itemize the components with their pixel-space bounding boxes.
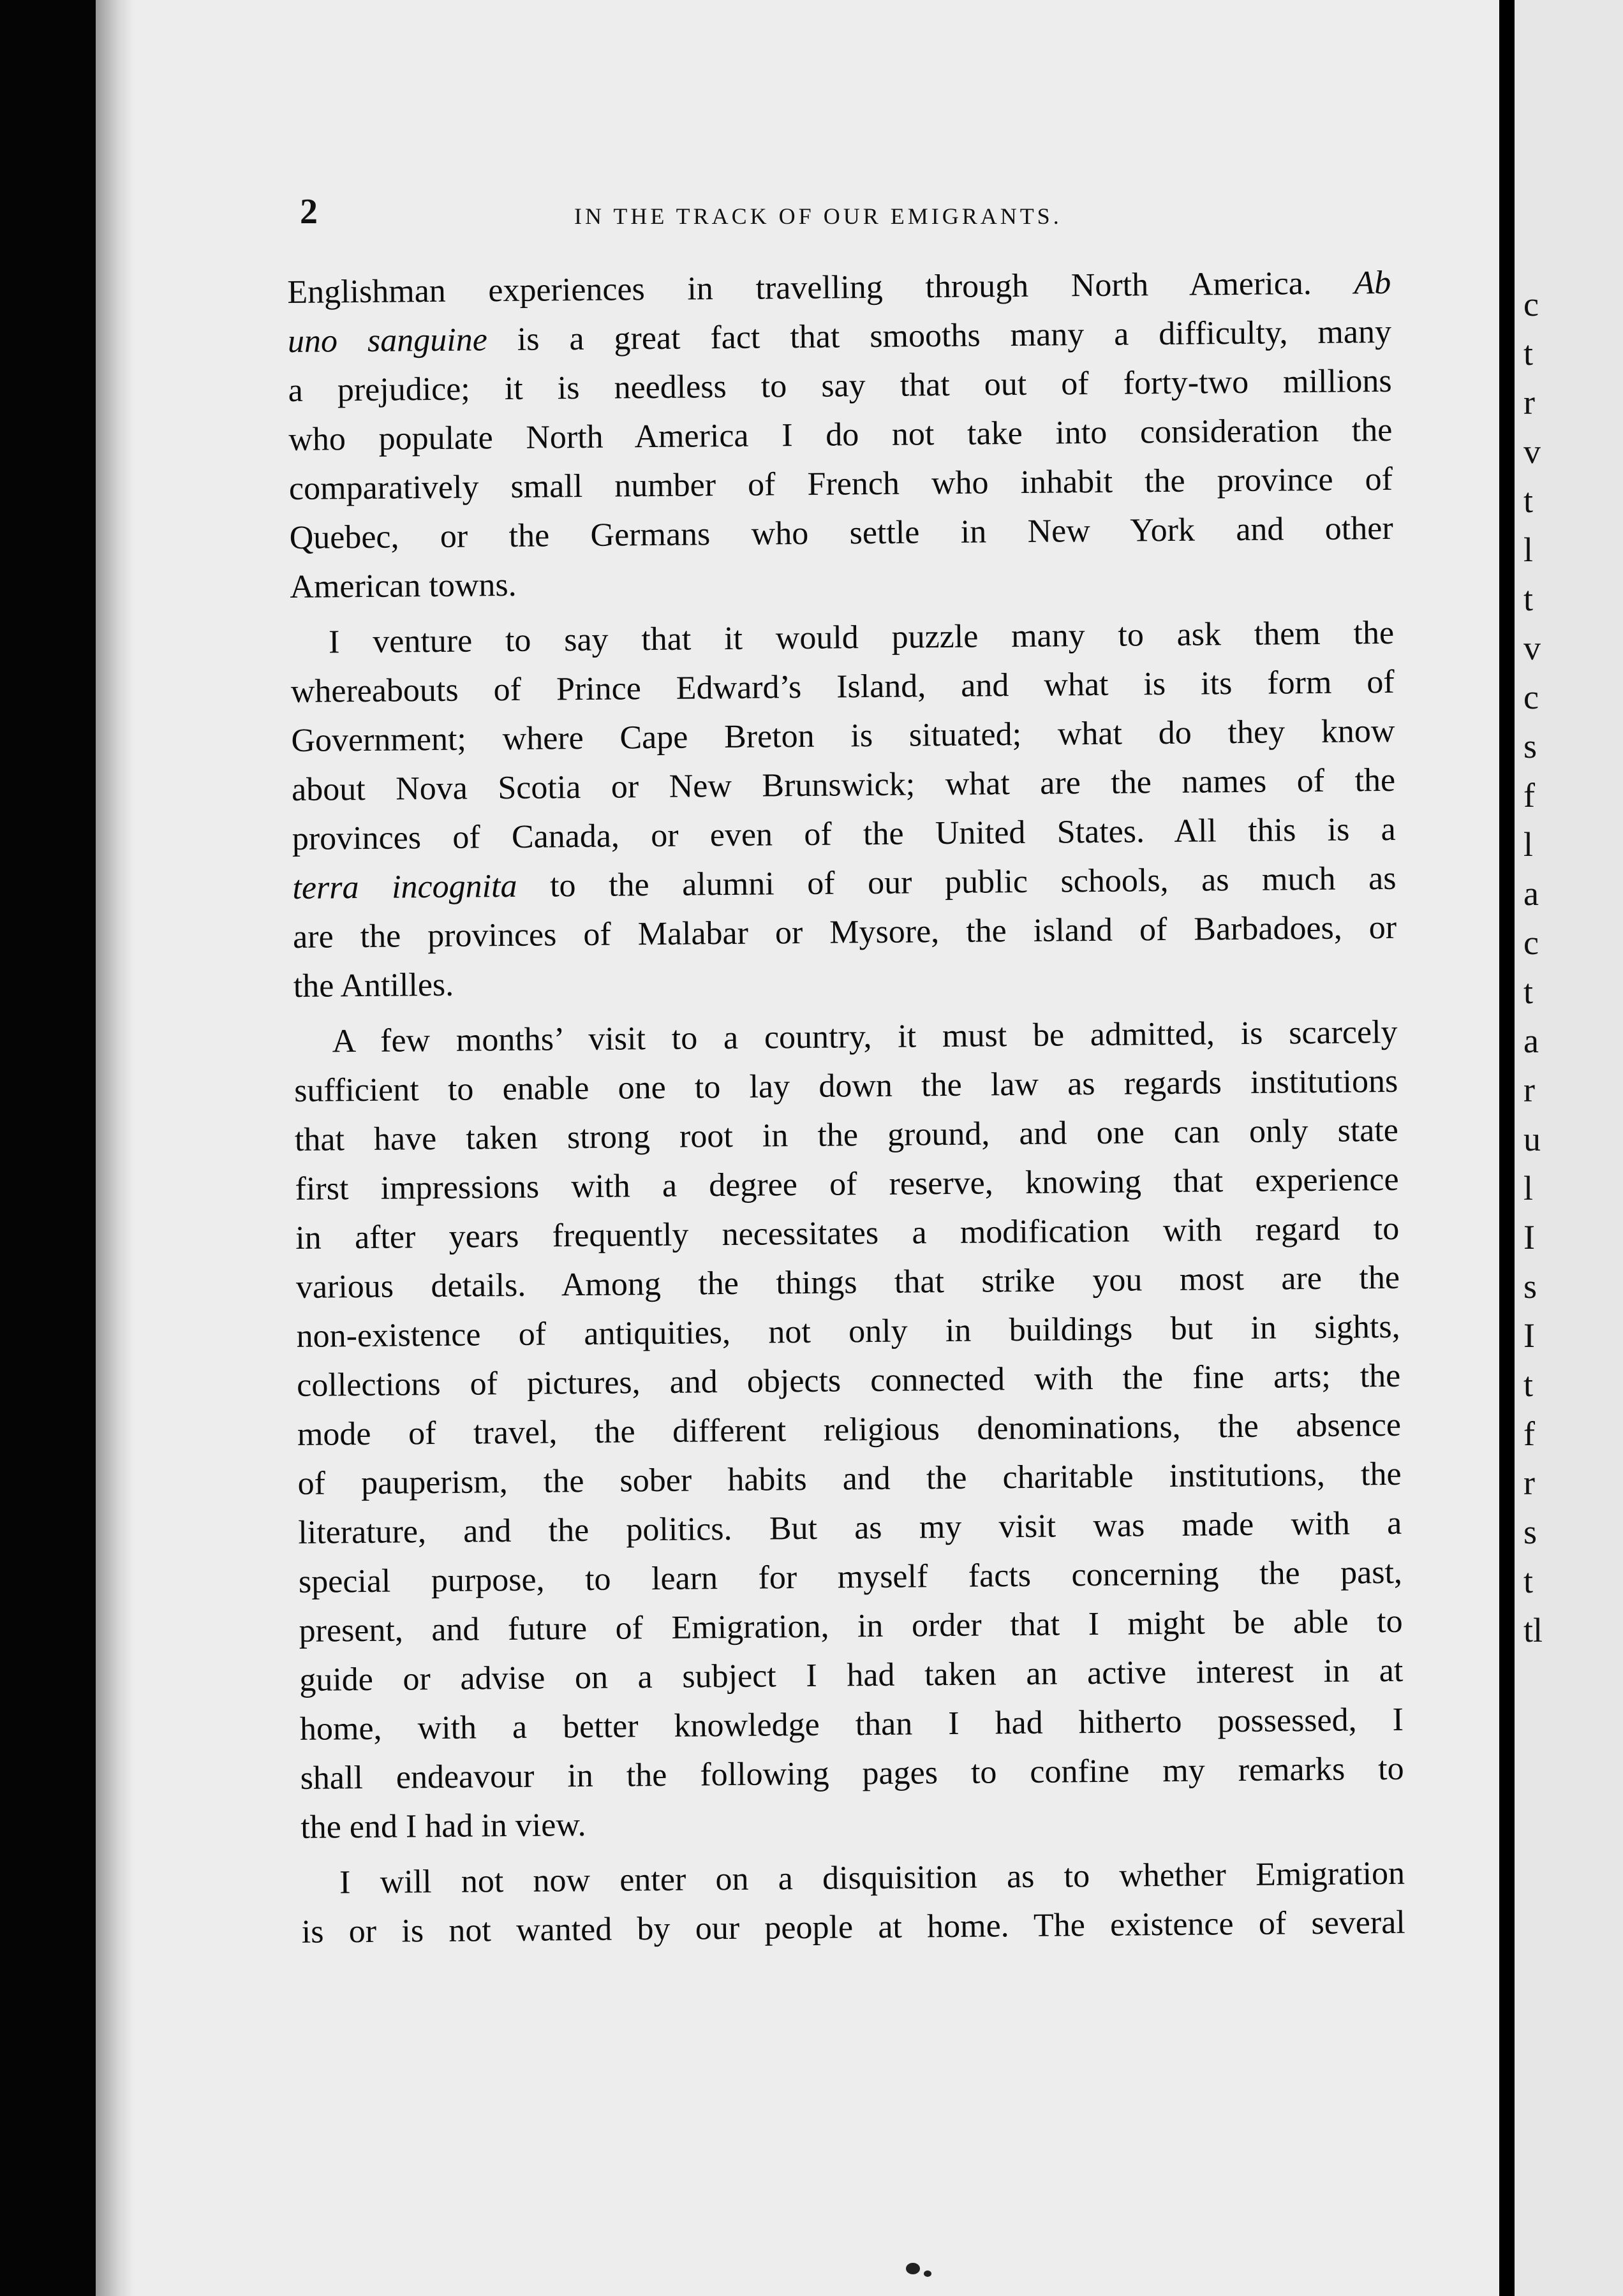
text-run: in after years frequently necessitates a modification with regard to: [295, 1210, 1400, 1256]
neighbor-page-fragment: t: [1523, 973, 1534, 1011]
neighbor-page-fragment: s: [1523, 1513, 1538, 1551]
scan-left-margin: [0, 0, 96, 2296]
paragraph: [287, 258, 1394, 612]
text-run: sufficient to enable one to lay down the law as regards institutions: [294, 1063, 1398, 1109]
paragraph: [293, 1008, 1404, 1852]
page-number: 2: [300, 192, 318, 232]
neighbor-page-fragment: t: [1523, 1562, 1534, 1600]
text-run: collections of pictures, and objects connected with the fine arts; the: [297, 1357, 1401, 1404]
neighbor-page-fragment: t: [1523, 482, 1534, 520]
neighbor-page-fragment: v: [1523, 432, 1541, 471]
text-run: shall endeavour in the following pages to confine my remarks to: [300, 1750, 1404, 1797]
neighbor-page-fragment: c: [1523, 678, 1539, 716]
neighbor-page-fragment: r: [1523, 1464, 1535, 1502]
neighbor-page-fragment: l: [1523, 531, 1534, 569]
text-run: I will not now enter on a disquisition as to whether Emigration: [339, 1855, 1405, 1901]
text-line: [300, 1744, 1404, 1803]
neighbor-page-fragment: I: [1523, 1218, 1535, 1256]
neighbor-page-fragment: f: [1523, 1415, 1535, 1453]
neighbor-page-fragment: r: [1523, 383, 1535, 422]
running-head: [300, 191, 1391, 236]
text-run: A few months’ visit to a country, it must be admitted, is scarcely: [332, 1013, 1398, 1060]
text-run: guide or advise on a subject I had taken an active interest in at: [299, 1652, 1404, 1698]
text-run: literature, and the politics. But as my visit was made with a: [298, 1505, 1402, 1551]
italic-phrase: Ab: [1354, 264, 1391, 302]
text-run: comparatively small number of French who inhabit the province of: [288, 460, 1393, 507]
neighbor-page-fragment: r: [1523, 1071, 1535, 1109]
page-edge-shadow: [96, 0, 134, 2296]
neighbor-page-fragment: l: [1523, 825, 1534, 864]
text-line: [293, 903, 1397, 962]
neighbor-page-fragment: c: [1523, 285, 1539, 323]
body-text: [287, 258, 1405, 1957]
text-line: [301, 1898, 1405, 1957]
text-run: is or is not wanted by our people at home. The existence of several: [301, 1904, 1405, 1950]
neighbor-page-fragment: t: [1523, 334, 1534, 372]
text-run: that have taken strong root in the ground, and one can only state: [294, 1112, 1399, 1158]
neighbor-page-fragment: v: [1523, 629, 1541, 667]
neighbor-page-fragment: s: [1523, 727, 1538, 765]
neighbor-page-fragment: l: [1523, 1169, 1534, 1207]
neighbor-page-fragment: t: [1523, 1365, 1534, 1404]
text-run: who populate North America I do not take into consideration the: [288, 411, 1393, 458]
text-run: I venture to say that it would puzzle many to ask them the: [328, 614, 1395, 661]
text-run: is a great fact that smooths many a difficulty, many: [487, 313, 1392, 358]
text-line: [289, 504, 1393, 563]
text-run: about Nova Scotia or New Brunswick; what are the names of the: [291, 762, 1396, 808]
text-run: non-existence of antiquities, not only in buildings but in sights,: [296, 1308, 1400, 1355]
neighbor-page-fragment: f: [1523, 776, 1535, 814]
text-run: are the provinces of Malabar or Mysore, the island of Barbadoes, or: [292, 909, 1397, 955]
paragraph: [290, 608, 1397, 1011]
text-run: American towns.: [290, 566, 517, 605]
text-run: special purpose, to learn for myself facts concerning the past,: [298, 1554, 1403, 1600]
text-run: home, with a better knowledge than I had hitherto possessed, I: [299, 1701, 1404, 1748]
text-run: whereabouts of Prince Edward’s Island, and what is its form of: [290, 663, 1395, 710]
page-gutter: [1499, 0, 1515, 2296]
text-run: to the alumni of our public schools, as much as: [517, 860, 1397, 904]
text-run: Englishman experiences in travelling through North America.: [287, 265, 1354, 311]
neighbor-page-fragment: I: [1523, 1316, 1535, 1355]
text-run: the end I had in view.: [300, 1807, 586, 1846]
neighbor-page-fragment: c: [1523, 924, 1539, 962]
neighbor-page-fragment: a: [1523, 874, 1539, 913]
ink-speck: [906, 2263, 920, 2274]
text-run: mode of travel, the different religious denominations, the absence: [297, 1406, 1402, 1453]
neighbor-page-fragment: u: [1523, 1120, 1541, 1158]
neighbor-page-fragment: t: [1523, 580, 1534, 618]
text-run: the Antilles.: [293, 966, 454, 1004]
text-run: present, and future of Emigration, in order that I might be able to: [299, 1603, 1403, 1649]
italic-phrase: terra incognita: [292, 867, 517, 906]
text-run: various details. Among the things that strike you most are the: [295, 1259, 1400, 1306]
neighbor-page-fragment: tl: [1523, 1611, 1543, 1649]
neighbor-page-fragment: a: [1523, 1022, 1539, 1060]
ink-speck: [924, 2270, 931, 2277]
italic-phrase: uno sanguine: [287, 321, 488, 360]
adjacent-page-strip: [1515, 0, 1623, 2296]
paragraph: [301, 1849, 1405, 1957]
text-run: a prejudice; it is needless to say that out of forty-two millions: [288, 362, 1392, 409]
text-run: Government; where Cape Breton is situated; what do they know: [291, 712, 1395, 759]
text-run: provinces of Canada, or even of the United States. All this is a: [292, 811, 1396, 857]
text-run: of pauperism, the sober habits and the charitable institutions, the: [297, 1455, 1402, 1502]
running-title: IN THE TRACK OF OUR EMIGRANTS.: [574, 203, 1062, 229]
neighbor-page-fragment: s: [1523, 1267, 1538, 1306]
text-run: Quebec, or the Germans who settle in New York and other: [289, 510, 1393, 556]
text-run: first impressions with a degree of reserve, knowing that experience: [295, 1161, 1399, 1207]
